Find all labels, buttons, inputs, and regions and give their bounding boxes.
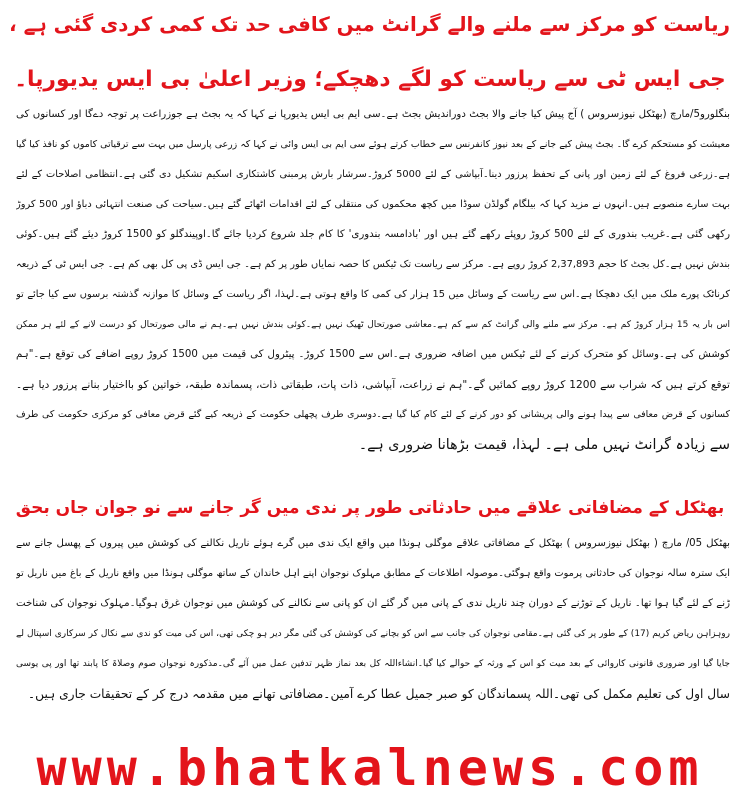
article-line: رکھی گئی ہے۔غریب بندوری کے لئے 500 کروڑ روپئے رکھے گئے ہیں اور 'بادامسہ بندوری' کا کام جلد شروع کردیا جائے گا۔اوپیندگلو کو 1500 کروڑ دیئے گئے ہیں۔کوئی (16, 229, 730, 240)
article-line: جایا گیا اور ضروری قانونی کاروائی کے بعد میت کو اس کے ورثہ کے حوالے کیا گیا۔انشاءاللہ کل بعد نماز ظہر تدفین عمل میں آئے گی۔مذکورہ نوجوان صوم وصلاۃ کا پابند تھا اور پی یوسی (16, 659, 730, 669)
article-line: کوشش کی ہے۔وسائل کو متحرک کرنے کے لئے ٹیکس میں اضافہ ضروری ہے۔اس سے 1500 کروڑ۔ پیٹرول کی قیمت میں 1500 کروڑ روپے اضافے کی توقع ہے۔"ہم (16, 349, 730, 360)
article-line: ایک سترہ سالہ نوجوان کی حادثاتی پرموت واقع ہوگئی۔موصولہ اطلاعات کے مطابق مہلوک نوجوان اپنے اہل خاندان کے ساتھ موگلی ہونڈا میں واقع ناریل کے باغ میں ناریل تو (16, 568, 730, 579)
article-line: ڑنے کے لئے گیا ہوا تھا۔ ناریل کے توڑنے کے دوران چند ناریل ندی کے پانی میں گر گئے ان کو پانی سے نکالنے کی کوشش میں نوجوان غرق ہوگیا۔مہلوک نوجوان کی شناخت (16, 598, 730, 609)
article-line: کسانوں کے قرض معافی سے پیدا ہونے والی پریشانی کو دور کرنے کے لئے کام کیا گیا ہے۔دوسری طرف پچھلی حکومت کے ذریعہ کیے گئے قرض معافی کو مرکزی حکومت کی طرف (16, 409, 730, 420)
article-line: سے زیادہ گرانٹ نہیں ملی ہے۔ لہذا، قیمت بڑھانا ضروری ہے۔ (358, 437, 730, 453)
article-line: روہزاہن ریاض کریم (17) کے طور پر کی گئی ہے۔مقامی نوجوان کی جانب سے اس کو بچانے کی کوشش کی گئی مگر دیر ہو چکی تھی، اس کی میت کو ندی سے نکال کر سرکاری اسپتال لے (16, 629, 730, 639)
article-line: سال اول کی تعلیم مکمل کی تھی۔اللہ پسماندگان کو صبر جمیل عطا کرے آمین۔مضافاتی تھانے میں مقدمہ درج کر کے تحقیقات جاری ہیں۔ (28, 687, 730, 701)
article-line: بنگلورو5/مارچ (بھٹکل نیوزسروس ) آج پیش کیا جانے والا بجٹ دوراندیش بجٹ ہے۔سی ایم بی ایس یدیورپا نے کہا کہ یہ بجٹ ہے جوزراعت پر توجہ دےگا اور کسانوں کی (16, 109, 730, 120)
article-line: بھٹکل 05/ مارچ ( بھٹکل نیوزسروس ) بھٹکل کے مضافاتی علاقے موگلی ہونڈا میں واقع ایک ندی میں گرے ہوئے ناریل نکالنے کی کوشش میں پیروں کے پھسل جانے سے (16, 538, 730, 549)
article-line: کرناٹک پورے ملک میں ایک دھچکا ہے۔اس سے ریاست کے وسائل میں 15 ہزار کی کمی کا واقع ہوتی ہے۔لہذا، اگر ریاست کے وسائل کا موازنہ گذشتہ برسوں سے کیا جائے تو (16, 289, 730, 300)
article-line: بہت سارے منصوبے ہیں۔انہوں نے مزید کہا کہ بیلگام گولڈن سوڈا میں کچھ محکموں کی منتقلی کے لئے اقدامات اٹھائے گئے ہیں۔سیاحت کی صنعت انتہائی دباؤ اور 500 کروڑ (16, 199, 730, 210)
main-headline-line-2: جی ایس ٹی سے ریاست کو لگے دھچکے؛ وزیر اعلیٰ بی ایس یدیورپا۔ (14, 67, 726, 92)
article-drowning-body (16, 529, 730, 709)
website-watermark: www.bhatkalnews.com (36, 739, 704, 797)
main-headline-line-1: ریاست کو مرکز سے ملنے والے گرانٹ میں کافی حد تک کمی کردی گئی ہے ، (9, 13, 730, 36)
second-headline: بھٹکل کے مضافاتی علاقے میں حادثاتی طور پر ندی میں گر جانے سے نو جوان جاں بحق (15, 498, 725, 518)
article-line: ہے۔زرعی فروغ کے لئے زمین اور پانی کے تحفظ پرزور دینا۔آبپاشی کے لئے 5000 کروڑ۔سرشار بارش پرمبنی کاشتکاری اسکیم تشکیل دی گئی ہے۔انتظامی اصلاحات کے لئے (16, 169, 730, 180)
article-line: بندش نہیں ہے۔کل بجٹ کا حجم 2,37,893 کروڑ روپے ہے۔ مرکز سے ریاست تک ٹیکس کا حصہ نمایاں طور پر کم ہے۔ جی ایس ڈی پی کل بھی کم ہے۔ جی ایس ٹی کے ذریعہ (16, 259, 730, 270)
article-line: اس بار یہ 15 ہزار کروڑ کم ہے۔ مرکز سے ملنے والی گرانٹ کم سے کم ہے۔معاشی صورتحال ٹھیک نہیں ہے۔کوئی بندش نہیں ہے۔ہم نے مالی صورتحال کو درست لانے کے لئے ہر ممکن (16, 320, 730, 330)
article-line: معیشت کو مستحکم کرے گا۔ بجٹ پیش کیے جانے کے بعد نیوز کانفرنس سے خطاب کرتے ہوئے سی ایم بی ایس وائی نے کہا کہ زرعی پارسل میں بہت سے ترقیاتی کاموں کو نافذ کیا گیا (16, 139, 730, 150)
article-line: توقع کرتے ہیں کہ شراب سے 1200 کروڑ روپے کمائیں گے۔"ہم نے زراعت، آبپاشی، ذات پات، طبقاتی ذات، پسماندہ طبقہ، خواتین کو بااختیار بنانے پرزور دیا ہے۔ (16, 379, 730, 391)
article-budget-body (16, 100, 730, 460)
